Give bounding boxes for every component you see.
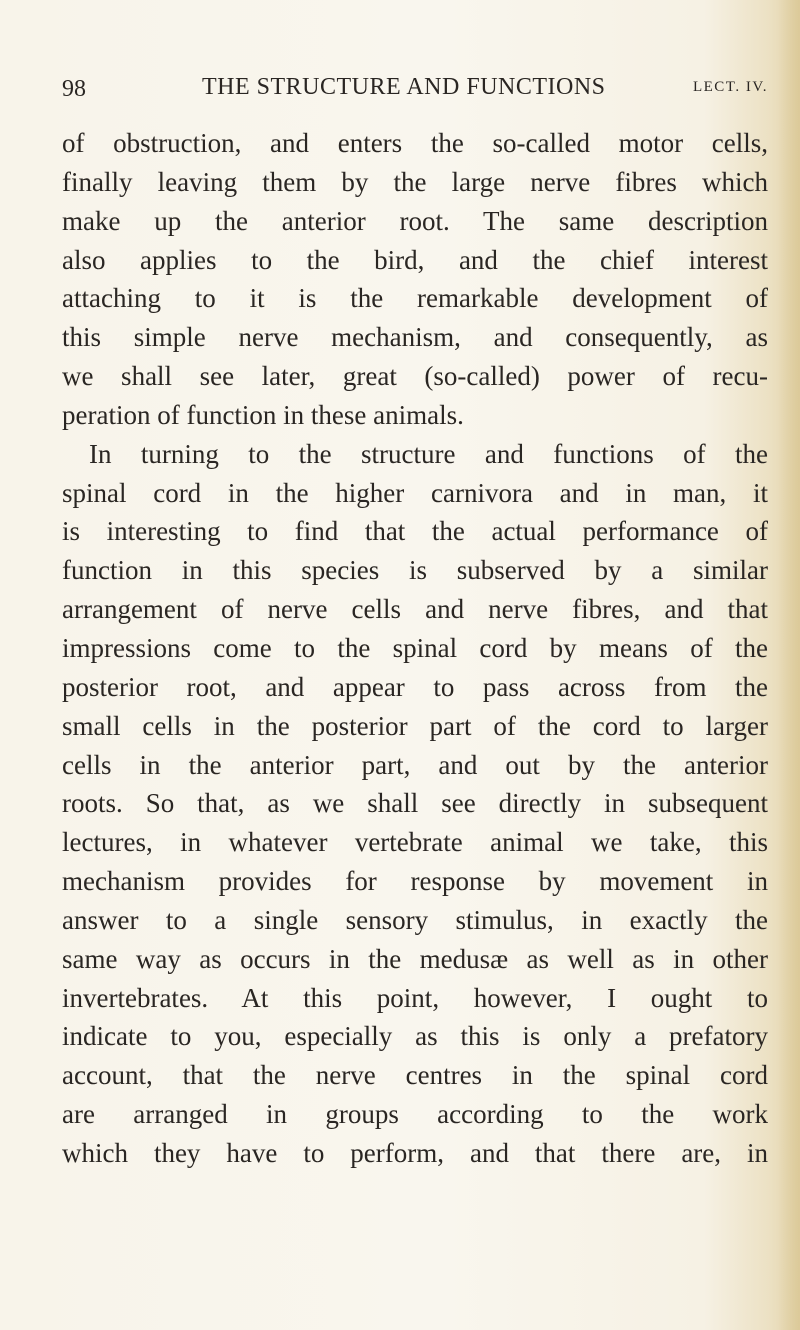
text-line: posterior root, and appear to pass across from the [62,671,768,702]
text-line: indicate to you, especially as this is only a prefatory [62,1021,768,1052]
running-title: THE STRUCTURE AND FUNCTIONS [202,74,606,100]
text-line: cells in the anterior part, and out by the anterior [62,749,768,780]
text-line: spinal cord in the higher carnivora and in man, it [62,477,768,508]
text-line: attaching to it is the remarkable development of [62,283,768,314]
text-line: same way as occurs in the medusæ as well as in other [62,943,768,974]
page-number: 98 [62,76,86,102]
page-edge-shadow [778,0,800,1330]
text-line: finally leaving them by the large nerve fibres which [62,166,768,197]
text-line: make up the anterior root. The same description [62,205,768,236]
paragraph-start-line: In turning to the structure and functions of the [89,438,768,469]
lecture-label: LECT. IV. [692,79,768,95]
text-line: which they have to perform, and that there are, in [62,1137,768,1168]
paragraph-end-line: peration of function in these animals. [62,399,464,430]
text-line: account, that the nerve centres in the spinal cord [62,1060,768,1091]
text-line: roots. So that, as we shall see directly in subsequent [62,788,768,819]
text-line: mechanism provides for response by movement in [62,866,768,897]
text-line: small cells in the posterior part of the cord to larger [62,710,768,741]
running-head [62,74,768,110]
text-line: of obstruction, and enters the so-called motor cells, [62,128,768,158]
text-line: is interesting to find that the actual performance of [62,516,768,547]
text-line: also applies to the bird, and the chief interest [62,244,768,275]
text-line: invertebrates. At this point, however, I ought to [62,982,768,1013]
body-text [62,124,768,1173]
text-line: arrangement of nerve cells and nerve fibres, and that [62,594,768,625]
text-line: are arranged in groups according to the work [62,1099,768,1130]
text-line: function in this species is subserved by a similar [62,555,768,586]
text-line: impressions come to the spinal cord by means of the [62,632,768,663]
text-line: this simple nerve mechanism, and consequently, as [62,322,768,353]
text-line: we shall see later, great (so-called) power of recu- [62,361,768,392]
text-line: answer to a single sensory stimulus, in exactly the [62,904,768,935]
text-line: lectures, in whatever vertebrate animal we take, this [62,827,768,858]
